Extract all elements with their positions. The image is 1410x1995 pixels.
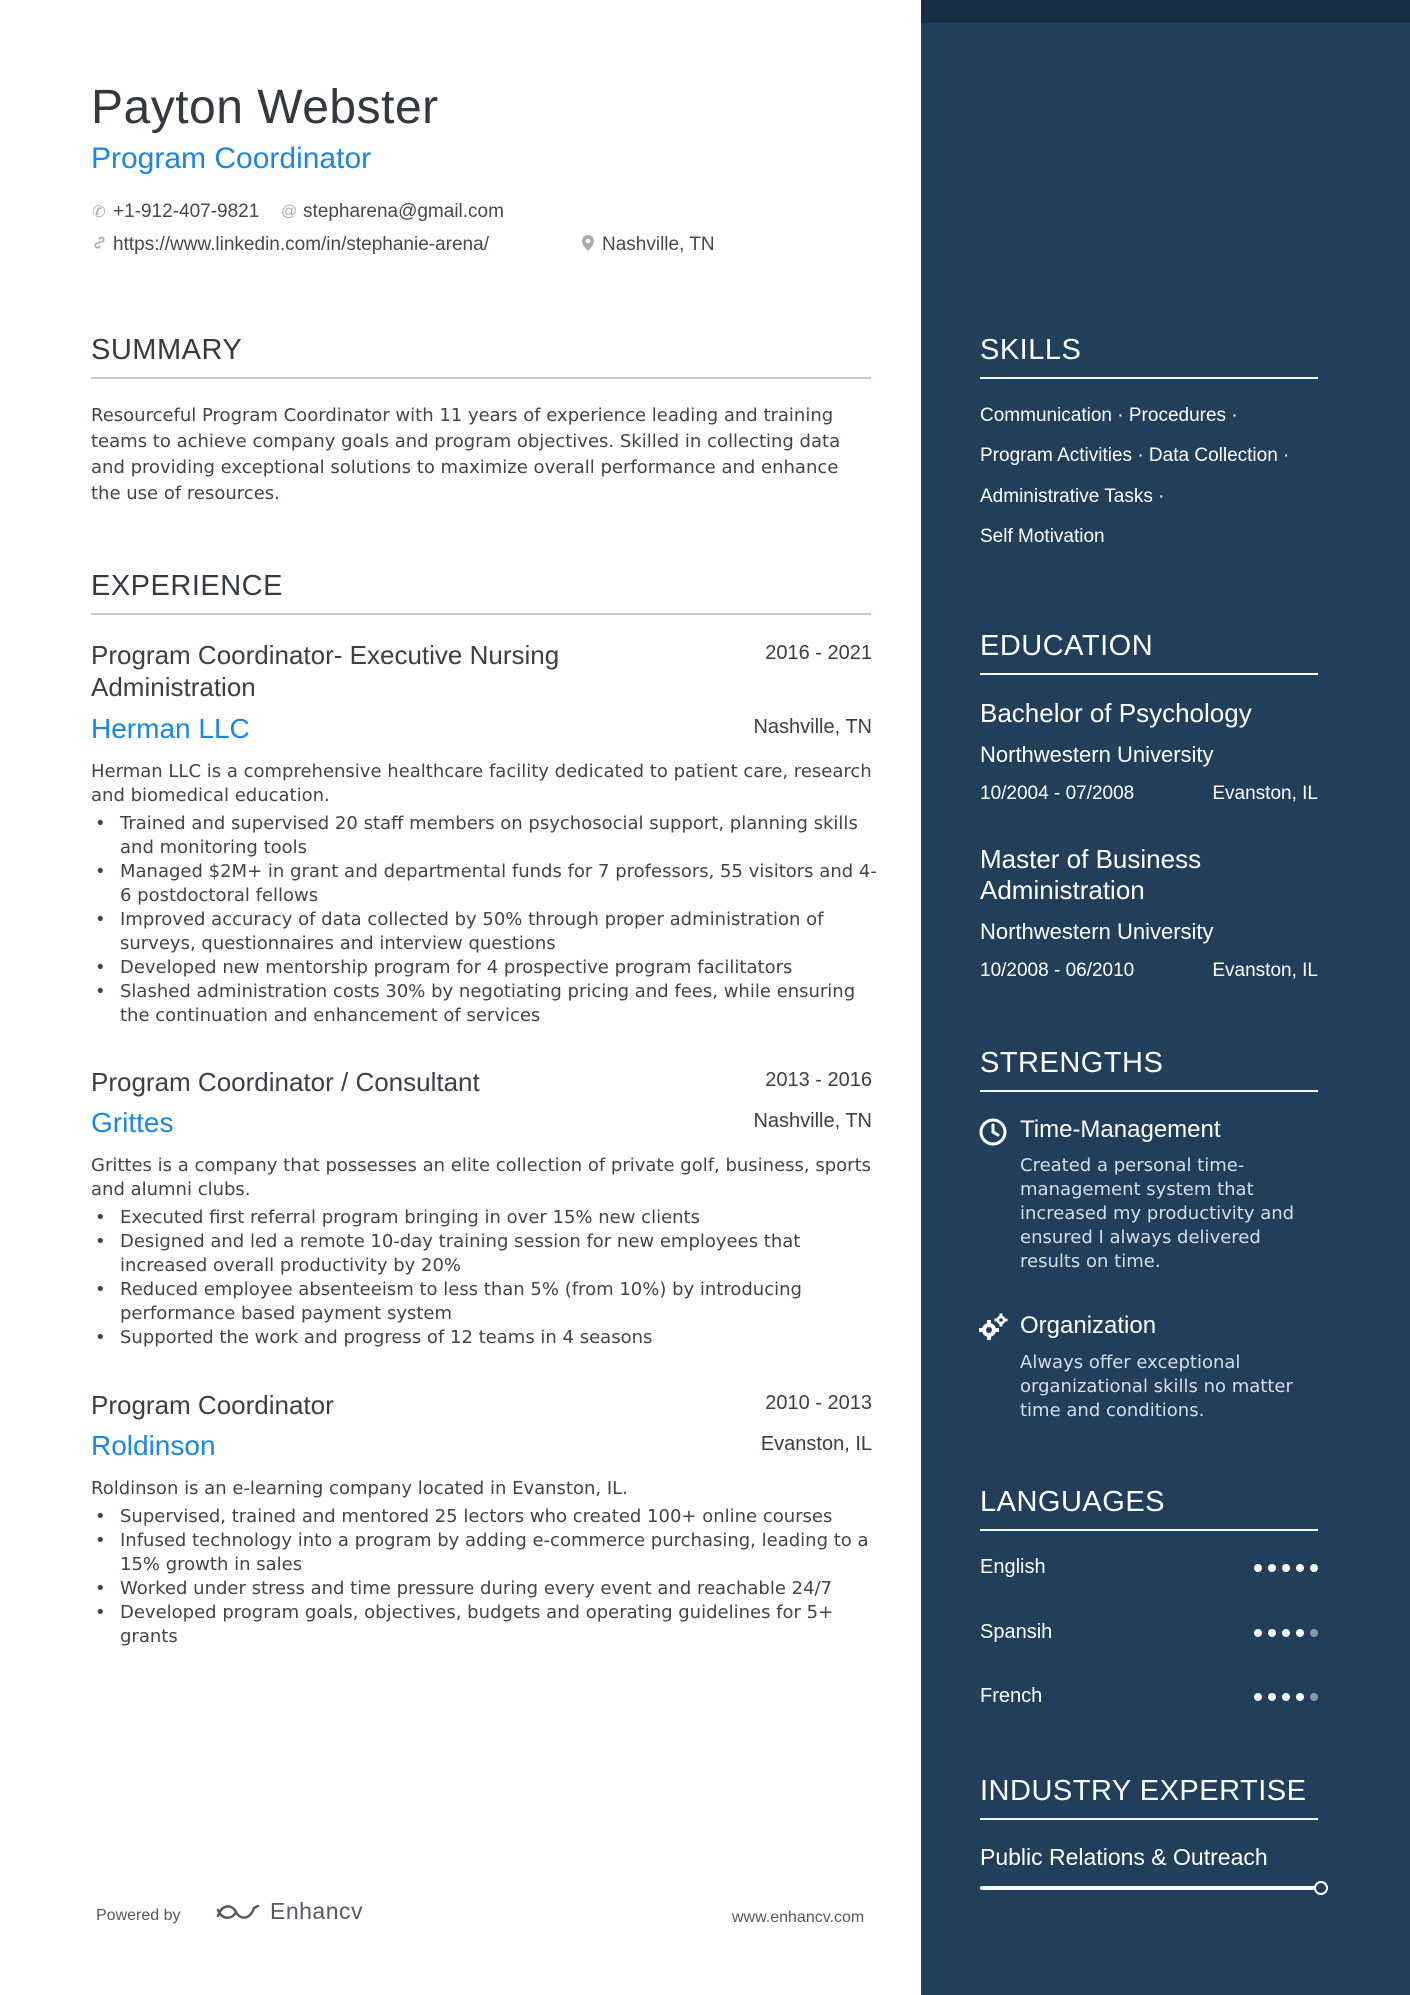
level-dot-filled xyxy=(1296,1629,1304,1637)
job-location: Nashville, TN xyxy=(753,716,872,738)
sidebar xyxy=(921,0,1410,1995)
location-text: Nashville, TN xyxy=(602,234,715,255)
job-title: Program Coordinator xyxy=(91,1390,334,1420)
level-dot-filled xyxy=(1282,1629,1290,1637)
level-dot-filled xyxy=(1254,1693,1262,1701)
language-name: French xyxy=(980,1685,1043,1707)
job-bullet: • Developed program goals, objectives, budgets and operating guidelines for 5+ grants xyxy=(91,1601,881,1649)
skills-line: Self Motivation xyxy=(980,526,1105,547)
job-description: Herman LLC is a comprehensive healthcare facility dedicated to patient care, research and biomedical education. xyxy=(91,761,872,806)
level-dot-filled xyxy=(1254,1629,1262,1637)
level-dot-filled xyxy=(1282,1564,1290,1572)
job-bullet: • Reduced employee absenteeism to less than 5% (from 10%) by introducing performance based payment system xyxy=(91,1278,881,1326)
contact-phone[interactable] xyxy=(91,201,259,223)
job-dates: 2016 - 2021 xyxy=(765,642,872,664)
edu-dates: 10/2004 - 07/2008 xyxy=(980,783,1135,804)
level-dot-filled xyxy=(1296,1564,1304,1572)
candidate-name: Payton Webster xyxy=(91,81,439,134)
language-level xyxy=(1254,1564,1318,1572)
summary-text: Resourceful Program Coordinator with 11 years of experience leading and training teams to achieve company goals and program objectives. Skilled in collecting data and providing exceptional solutions to maximize overall performance and enhance the use of resources. xyxy=(91,405,841,504)
contact-linkedin[interactable] xyxy=(91,234,489,256)
job-bullet: • Designed and led a remote 10-day training session for new employees that increased overall productivity by 20% xyxy=(91,1230,881,1278)
level-dot-filled xyxy=(1268,1693,1276,1701)
job-bullet: • Managed $2M+ in grant and departmental funds for 7 professors, 55 visitors and 4-6 postdoctoral fellows xyxy=(91,860,881,908)
skills-line: Communication · Procedures · xyxy=(980,405,1238,426)
job-bullet: • Executed first referral program bringing in over 15% new clients xyxy=(91,1206,881,1230)
level-dot-filled xyxy=(1282,1693,1290,1701)
linkedin-text: https://www.linkedin.com/in/stephanie-arena/ xyxy=(113,234,489,255)
experience-heading: EXPERIENCE xyxy=(91,570,871,615)
link-icon xyxy=(91,235,107,255)
job-bullets xyxy=(91,1505,881,1649)
job-bullet: • Supported the work and progress of 12 teams in 4 seasons xyxy=(91,1326,881,1350)
education-heading: EDUCATION xyxy=(980,630,1318,675)
sidebar-top-bar xyxy=(921,0,1410,23)
job-location: Evanston, IL xyxy=(760,1433,872,1455)
job-bullet: • Infused technology into a program by adding e-commerce purchasing, leading to a 15% growth in sales xyxy=(91,1529,881,1577)
job-dates: 2013 - 2016 xyxy=(765,1069,872,1091)
level-dot-empty xyxy=(1310,1629,1318,1637)
footer-powered-by: Powered by xyxy=(96,1907,181,1924)
level-dot-filled xyxy=(1268,1629,1276,1637)
contact-location xyxy=(580,234,715,256)
strength-description: Created a personal time-management system that increased my productivity and ensured I always delivered results on time. xyxy=(1020,1155,1295,1272)
level-dot-filled xyxy=(1296,1693,1304,1701)
job-description: Roldinson is an e-learning company located in Evanston, IL. xyxy=(91,1478,628,1499)
skills-line: Program Activities · Data Collection · xyxy=(980,445,1290,466)
skills-line: Administrative Tasks · xyxy=(980,486,1165,507)
job-title: Program Coordinator / Consultant xyxy=(91,1067,480,1097)
language-name: Spansih xyxy=(980,1621,1053,1643)
level-dot-empty xyxy=(1310,1693,1318,1701)
level-dot-filled xyxy=(1310,1564,1318,1572)
candidate-role: Program Coordinator xyxy=(91,142,372,175)
job-bullet: • Supervised, trained and mentored 25 lectors who created 100+ online courses xyxy=(91,1505,881,1529)
job-bullet: • Improved accuracy of data collected by 50% through proper administration of surveys, questionnaires and interview questions xyxy=(91,908,881,956)
email-text: stepharena@gmail.com xyxy=(303,201,504,222)
edu-location: Evanston, IL xyxy=(1212,960,1318,981)
industry-expertise-heading: INDUSTRY EXPERTISE xyxy=(980,1775,1318,1820)
phone-icon: ✆ xyxy=(92,204,106,221)
expertise-bar-knob xyxy=(1314,1881,1328,1895)
job-title: Program Coordinator- Executive Nursing Administration xyxy=(91,640,560,702)
edu-degree: Bachelor of Psychology xyxy=(980,698,1252,728)
strength-title: Time-Management xyxy=(1020,1116,1221,1143)
language-level xyxy=(1254,1693,1318,1701)
language-level xyxy=(1254,1629,1318,1637)
job-company: Roldinson xyxy=(91,1430,216,1461)
job-company: Grittes xyxy=(91,1107,174,1138)
job-company: Herman LLC xyxy=(91,713,250,744)
job-description: Grittes is a company that possesses an elite collection of private golf, business, sports and alumni clubs. xyxy=(91,1155,872,1200)
enhancv-logo-text: Enhancv xyxy=(270,1898,364,1924)
edu-location: Evanston, IL xyxy=(1212,783,1318,804)
job-bullet: • Slashed administration costs 30% by negotiating pricing and fees, while ensuring the continuation and enhancement of services xyxy=(91,980,881,1028)
summary-heading: SUMMARY xyxy=(91,334,871,379)
language-name: English xyxy=(980,1556,1046,1578)
job-bullet: • Trained and supervised 20 staff members on psychosocial support, planning skills and monitoring tools xyxy=(91,812,881,860)
level-dot-filled xyxy=(1268,1564,1276,1572)
job-dates: 2010 - 2013 xyxy=(765,1392,872,1414)
expertise-name: Public Relations & Outreach xyxy=(980,1844,1268,1870)
edu-school: Northwestern University xyxy=(980,742,1214,767)
job-bullets xyxy=(91,812,881,1028)
languages-heading: LANGUAGES xyxy=(980,1486,1318,1531)
job-bullet: • Developed new mentorship program for 4 prospective program facilitators xyxy=(91,956,881,980)
job-bullet: • Worked under stress and time pressure during every event and reachable 24/7 xyxy=(91,1577,881,1601)
clock-icon xyxy=(978,1117,1008,1147)
gears-icon xyxy=(978,1313,1008,1343)
skills-heading: SKILLS xyxy=(980,334,1318,379)
at-icon: @ xyxy=(281,203,298,220)
job-location: Nashville, TN xyxy=(753,1110,872,1132)
strength-description: Always offer exceptional organizational skills no matter time and conditions. xyxy=(1020,1352,1293,1421)
job-bullets xyxy=(91,1206,881,1350)
edu-degree: Master of Business Administration xyxy=(980,844,1202,905)
edu-dates: 10/2008 - 06/2010 xyxy=(980,960,1135,981)
strengths-heading: STRENGTHS xyxy=(980,1047,1318,1092)
contact-email[interactable] xyxy=(281,201,504,223)
expertise-bar xyxy=(980,1886,1320,1890)
phone-text: +1-912-407-9821 xyxy=(113,201,260,222)
level-dot-filled xyxy=(1254,1564,1262,1572)
location-pin-icon xyxy=(580,235,596,256)
enhancv-logo-icon xyxy=(214,1900,262,1924)
footer-url[interactable]: www.enhancv.com xyxy=(732,1909,865,1926)
strength-title: Organization xyxy=(1020,1312,1157,1339)
edu-school: Northwestern University xyxy=(980,919,1214,944)
enhancv-logo[interactable] xyxy=(214,1898,363,1925)
